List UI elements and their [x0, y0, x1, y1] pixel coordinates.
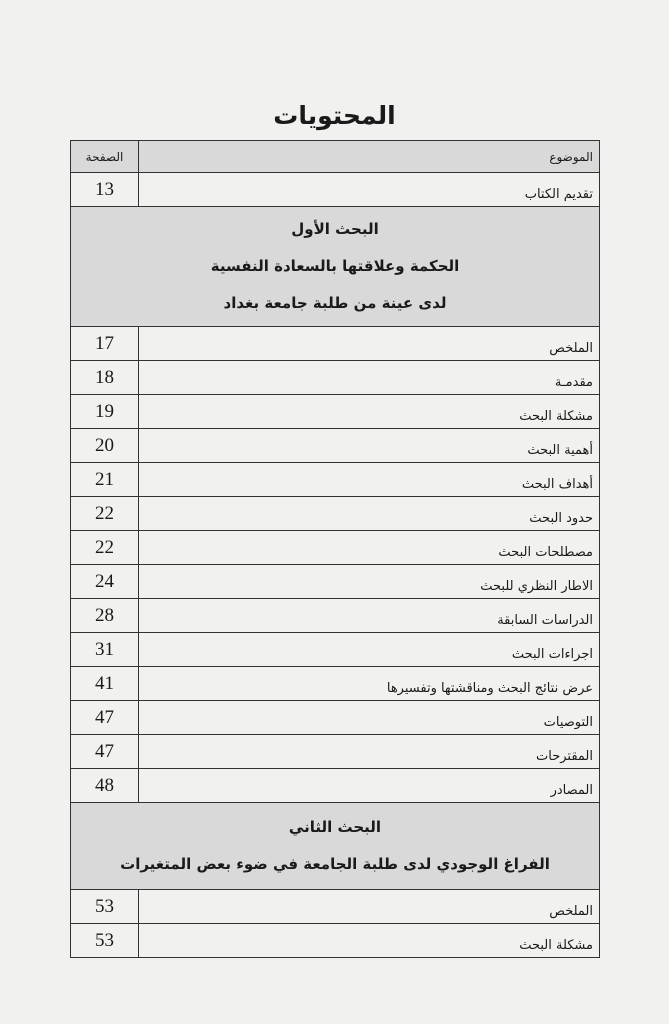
page-title: المحتويات — [273, 101, 396, 130]
page-number-cell: 24 — [71, 565, 139, 599]
contents-table — [70, 140, 600, 958]
section-subtitle: لدى عينة من طلبة جامعة بغداد — [223, 294, 447, 312]
page-number-cell: 19 — [71, 395, 139, 429]
topic-cell: المقترحات — [139, 735, 600, 769]
topic-column-header: الموضوع — [139, 141, 600, 173]
page-number-cell: 41 — [71, 667, 139, 701]
page-number-cell: 53 — [71, 924, 139, 958]
section-label: البحث الأول — [291, 220, 379, 238]
table-row — [71, 769, 600, 803]
page-number-cell: 22 — [71, 497, 139, 531]
table-row — [71, 565, 600, 599]
table-row — [71, 667, 600, 701]
table-row — [71, 701, 600, 735]
page-number-cell: 17 — [71, 327, 139, 361]
page-number-cell: 18 — [71, 361, 139, 395]
table-row — [71, 395, 600, 429]
section-heading — [71, 803, 600, 890]
topic-cell: الملخص — [139, 890, 600, 924]
page-number-cell: 13 — [71, 173, 139, 207]
section-heading-row — [71, 803, 600, 890]
topic-cell: الملخص — [139, 327, 600, 361]
table-row — [71, 497, 600, 531]
topic-cell: مشكلة البحث — [139, 924, 600, 958]
section-heading-row — [71, 207, 600, 327]
table-row — [71, 463, 600, 497]
topic-cell: تقديم الكتاب — [139, 173, 600, 207]
topic-cell: عرض نتائج البحث ومناقشتها وتفسيرها — [139, 667, 600, 701]
page-number-cell: 53 — [71, 890, 139, 924]
page-number-cell: 31 — [71, 633, 139, 667]
topic-cell: اجراءات البحث — [139, 633, 600, 667]
page-number-cell: 21 — [71, 463, 139, 497]
page-number-cell: 28 — [71, 599, 139, 633]
table-row — [71, 429, 600, 463]
page-number-cell: 47 — [71, 701, 139, 735]
page-column-header: الصفحة — [71, 141, 139, 173]
page-number-cell: 22 — [71, 531, 139, 565]
table-row — [71, 633, 600, 667]
page-number-cell: 47 — [71, 735, 139, 769]
section-heading — [71, 207, 600, 327]
section-title: الفراغ الوجودي لدى طلبة الجامعة في ضوء بعض المتغيرات — [120, 855, 550, 873]
topic-cell: أهداف البحث — [139, 463, 600, 497]
topic-cell: الدراسات السابقة — [139, 599, 600, 633]
topic-cell: أهمية البحث — [139, 429, 600, 463]
table-row — [71, 173, 600, 207]
section-label: البحث الثاني — [288, 818, 382, 836]
topic-cell: مقدمـة — [139, 361, 600, 395]
table-row — [71, 735, 600, 769]
table-row — [71, 890, 600, 924]
page-number-cell: 48 — [71, 769, 139, 803]
page-number-cell: 20 — [71, 429, 139, 463]
section-title: الحكمة وعلاقتها بالسعادة النفسية — [210, 257, 460, 275]
topic-cell: الاطار النظري للبحث — [139, 565, 600, 599]
table-row — [71, 924, 600, 958]
table-row — [71, 531, 600, 565]
topic-cell: مصطلحات البحث — [139, 531, 600, 565]
table-row — [71, 599, 600, 633]
topic-cell: التوصيات — [139, 701, 600, 735]
table-row — [71, 361, 600, 395]
table-header-row — [71, 141, 600, 173]
table-row — [71, 327, 600, 361]
topic-cell: مشكلة البحث — [139, 395, 600, 429]
topic-cell: المصادر — [139, 769, 600, 803]
topic-cell: حدود البحث — [139, 497, 600, 531]
